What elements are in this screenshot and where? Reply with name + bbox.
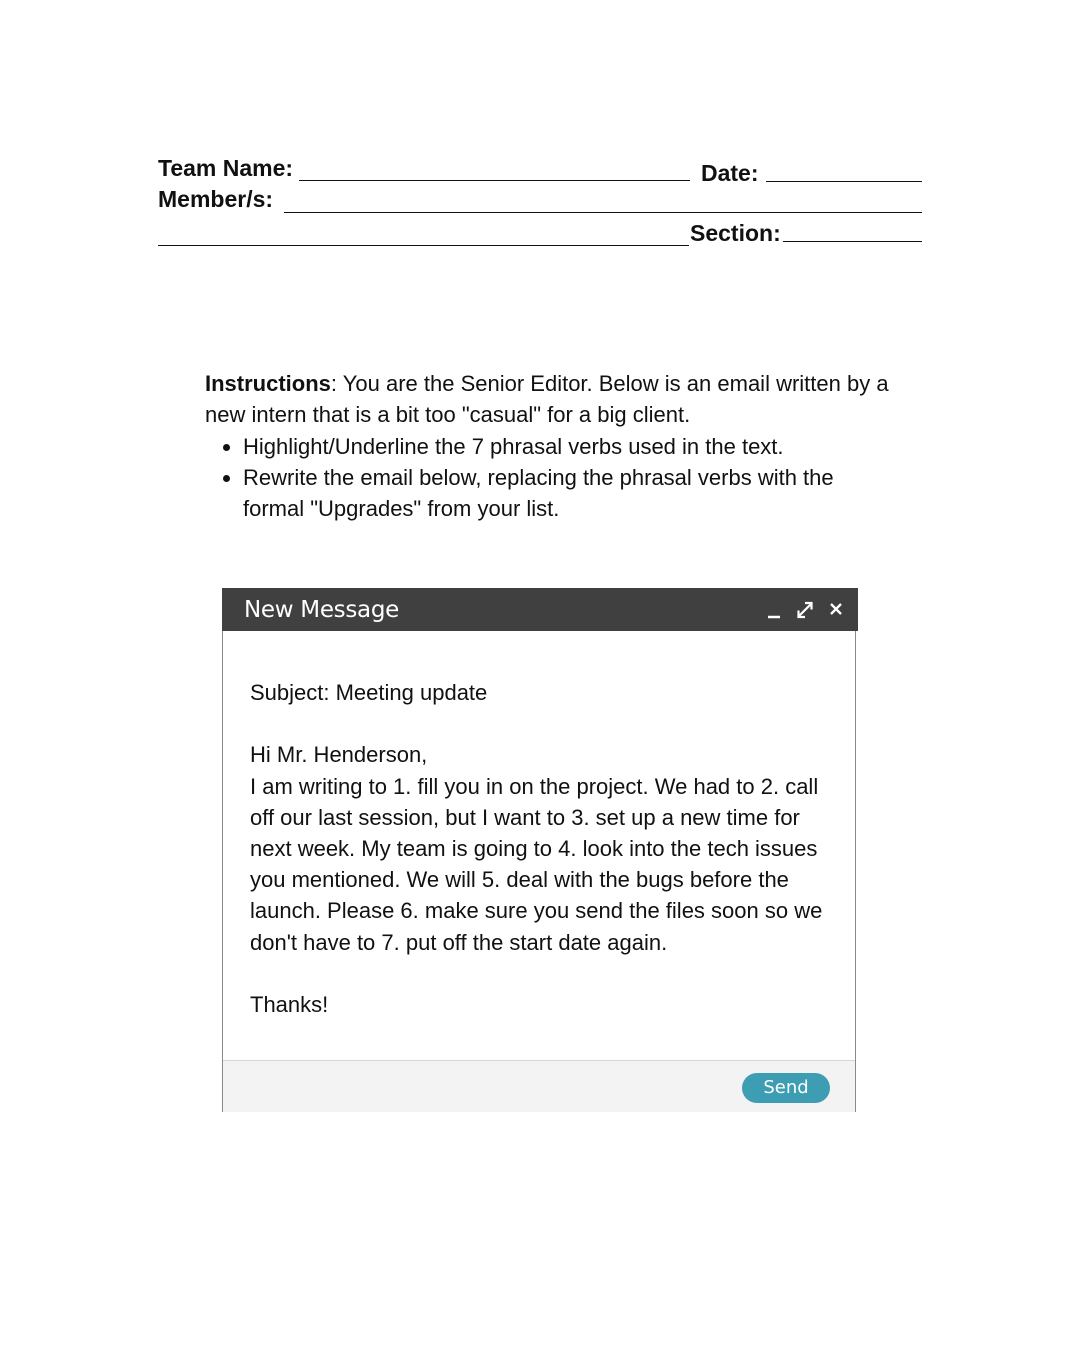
instruction-item-rewrite: • Rewrite the email below, replacing the phrasal verbs with the formal "Upgrades" from your list.: [243, 462, 895, 525]
email-window-title: New Message: [244, 597, 399, 623]
section-label: Section:: [690, 220, 781, 246]
instructions-text: : You are the Senior Editor. Below is an email written by a new intern that is a bit too "casual" for a big client.: [205, 371, 889, 428]
members-field-line-1[interactable]: [284, 212, 922, 213]
email-subject: Subject: Meeting update: [250, 680, 488, 705]
section-field[interactable]: [783, 241, 922, 242]
instruction-item-highlight: • Highlight/Underline the 7 phrasal verbs used in the text.: [243, 431, 895, 462]
instructions-heading: Instructions: [205, 371, 331, 396]
date-label: Date:: [701, 160, 759, 186]
members-field-line-2[interactable]: [158, 245, 689, 246]
team-name-label: Team Name:: [158, 155, 294, 181]
email-compose-window: [222, 588, 856, 1112]
instructions-list: [205, 431, 895, 525]
email-closing: Thanks!: [250, 992, 329, 1017]
send-button[interactable]: Send: [742, 1073, 830, 1103]
email-greeting: Hi Mr. Henderson,: [250, 742, 428, 768]
email-titlebar: [222, 588, 858, 631]
email-paragraph: I am writing to 1. fill you in on the project. We had to 2. call off our last session, but I want to 3. set up a new time for next week. My team is going to 4. look into the tech issues you mentioned. We will 5. deal with the bugs before the launch. Please 6. make sure you send the files soon so we don't have to 7. put off the start date again.: [250, 773, 823, 955]
instructions-block: [205, 368, 895, 524]
close-icon[interactable]: [824, 596, 848, 622]
team-name-field[interactable]: [299, 180, 690, 181]
date-field[interactable]: [766, 181, 922, 182]
expand-icon[interactable]: [793, 596, 817, 622]
email-footer: [223, 1060, 855, 1112]
instructions-paragraph: [205, 368, 895, 431]
members-label: Member/s:: [158, 186, 274, 212]
minimize-icon[interactable]: [762, 596, 786, 622]
email-body[interactable]: [250, 677, 840, 1020]
